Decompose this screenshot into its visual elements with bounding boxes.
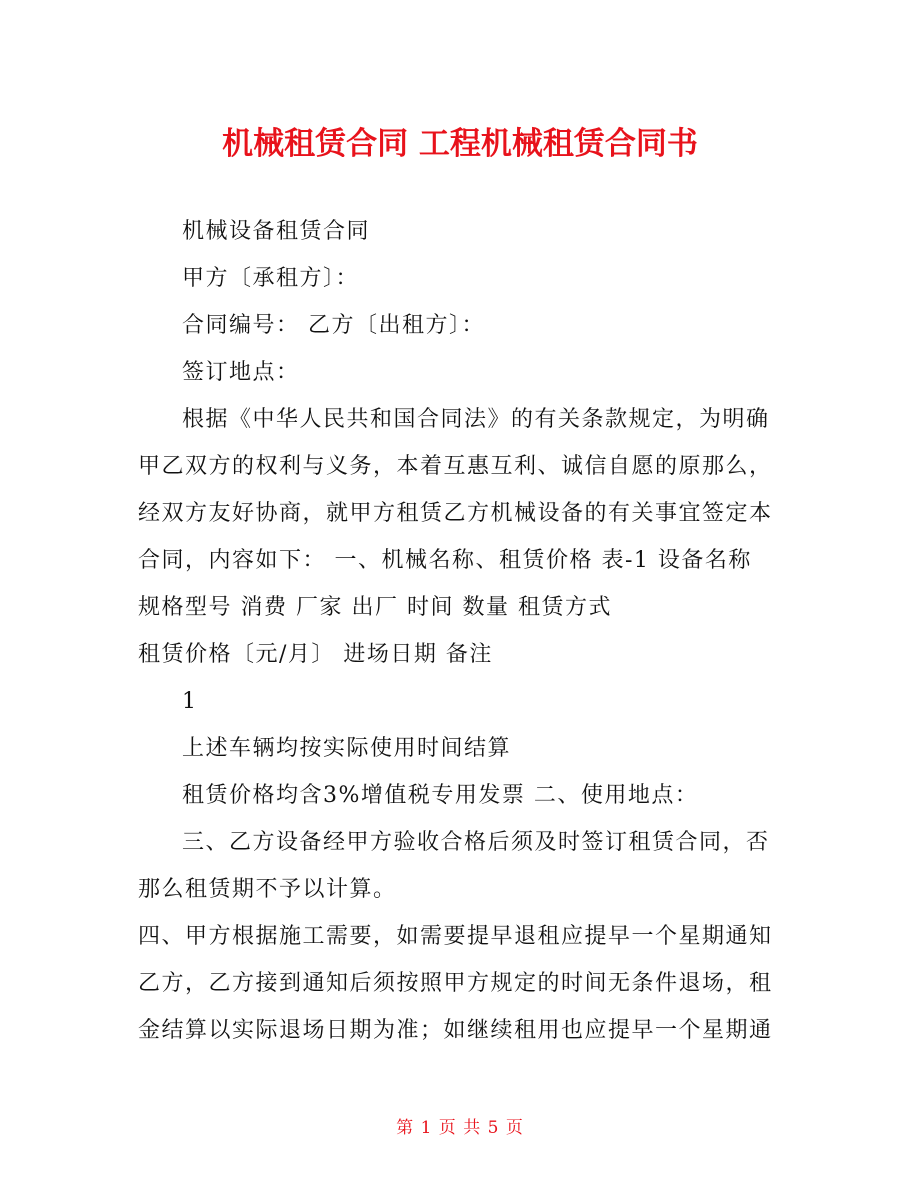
paragraph-line: 三、乙方设备经甲方验收合格后须及时签订租赁合同，否 xyxy=(182,830,770,855)
paragraph-line: 金结算以实际退场日期为准；如继续租用也应提早一个星期通 xyxy=(138,1018,773,1043)
paragraph-line: 租赁价格均含3%增值税专用发票 二、使用地点： xyxy=(182,783,699,808)
signing-place-line: 签订地点： xyxy=(182,360,300,385)
page-footer: 第 1 页 共 5 页 xyxy=(396,1118,524,1138)
contract-heading: 机械设备租赁合同 xyxy=(182,219,371,244)
paragraph-line: 上述车辆均按实际使用时间结算 xyxy=(182,736,512,761)
party-a-line: 甲方〔承租方〕： xyxy=(182,266,360,291)
paragraph-line: 根据《中华人民共和国合同法》的有关条款规定，为明确 xyxy=(182,407,770,432)
paragraph-line: 四、甲方根据施工需要，如需要提早退租应提早一个星期通知 xyxy=(138,924,773,949)
document-title: 机械租赁合同 工程机械租赁合同书 xyxy=(222,126,698,162)
table-row-number: 1 xyxy=(182,689,198,714)
paragraph-line: 甲乙双方的权利与义务，本着互惠互利、诚信自愿的原那么， xyxy=(138,454,773,479)
paragraph-line: 合同，内容如下： 一、机械名称、租赁价格 表-1 设备名称 xyxy=(138,548,752,573)
table-header-line: 租赁价格〔元/月〕 进场日期 备注 xyxy=(138,642,493,667)
paragraph-line: 那么租赁期不予以计算。 xyxy=(138,877,397,902)
contract-number-line: 合同编号： 乙方〔出租方〕： xyxy=(182,313,485,338)
paragraph-line: 乙方，乙方接到通知后须按照甲方规定的时间无条件退场，租 xyxy=(138,971,773,996)
table-header-line: 规格型号 消费 厂家 出厂 时间 数量 租赁方式 xyxy=(138,595,612,620)
paragraph-line: 经双方友好协商，就甲方租赁乙方机械设备的有关事宜签定本 xyxy=(138,501,773,526)
document-body xyxy=(138,208,784,1054)
